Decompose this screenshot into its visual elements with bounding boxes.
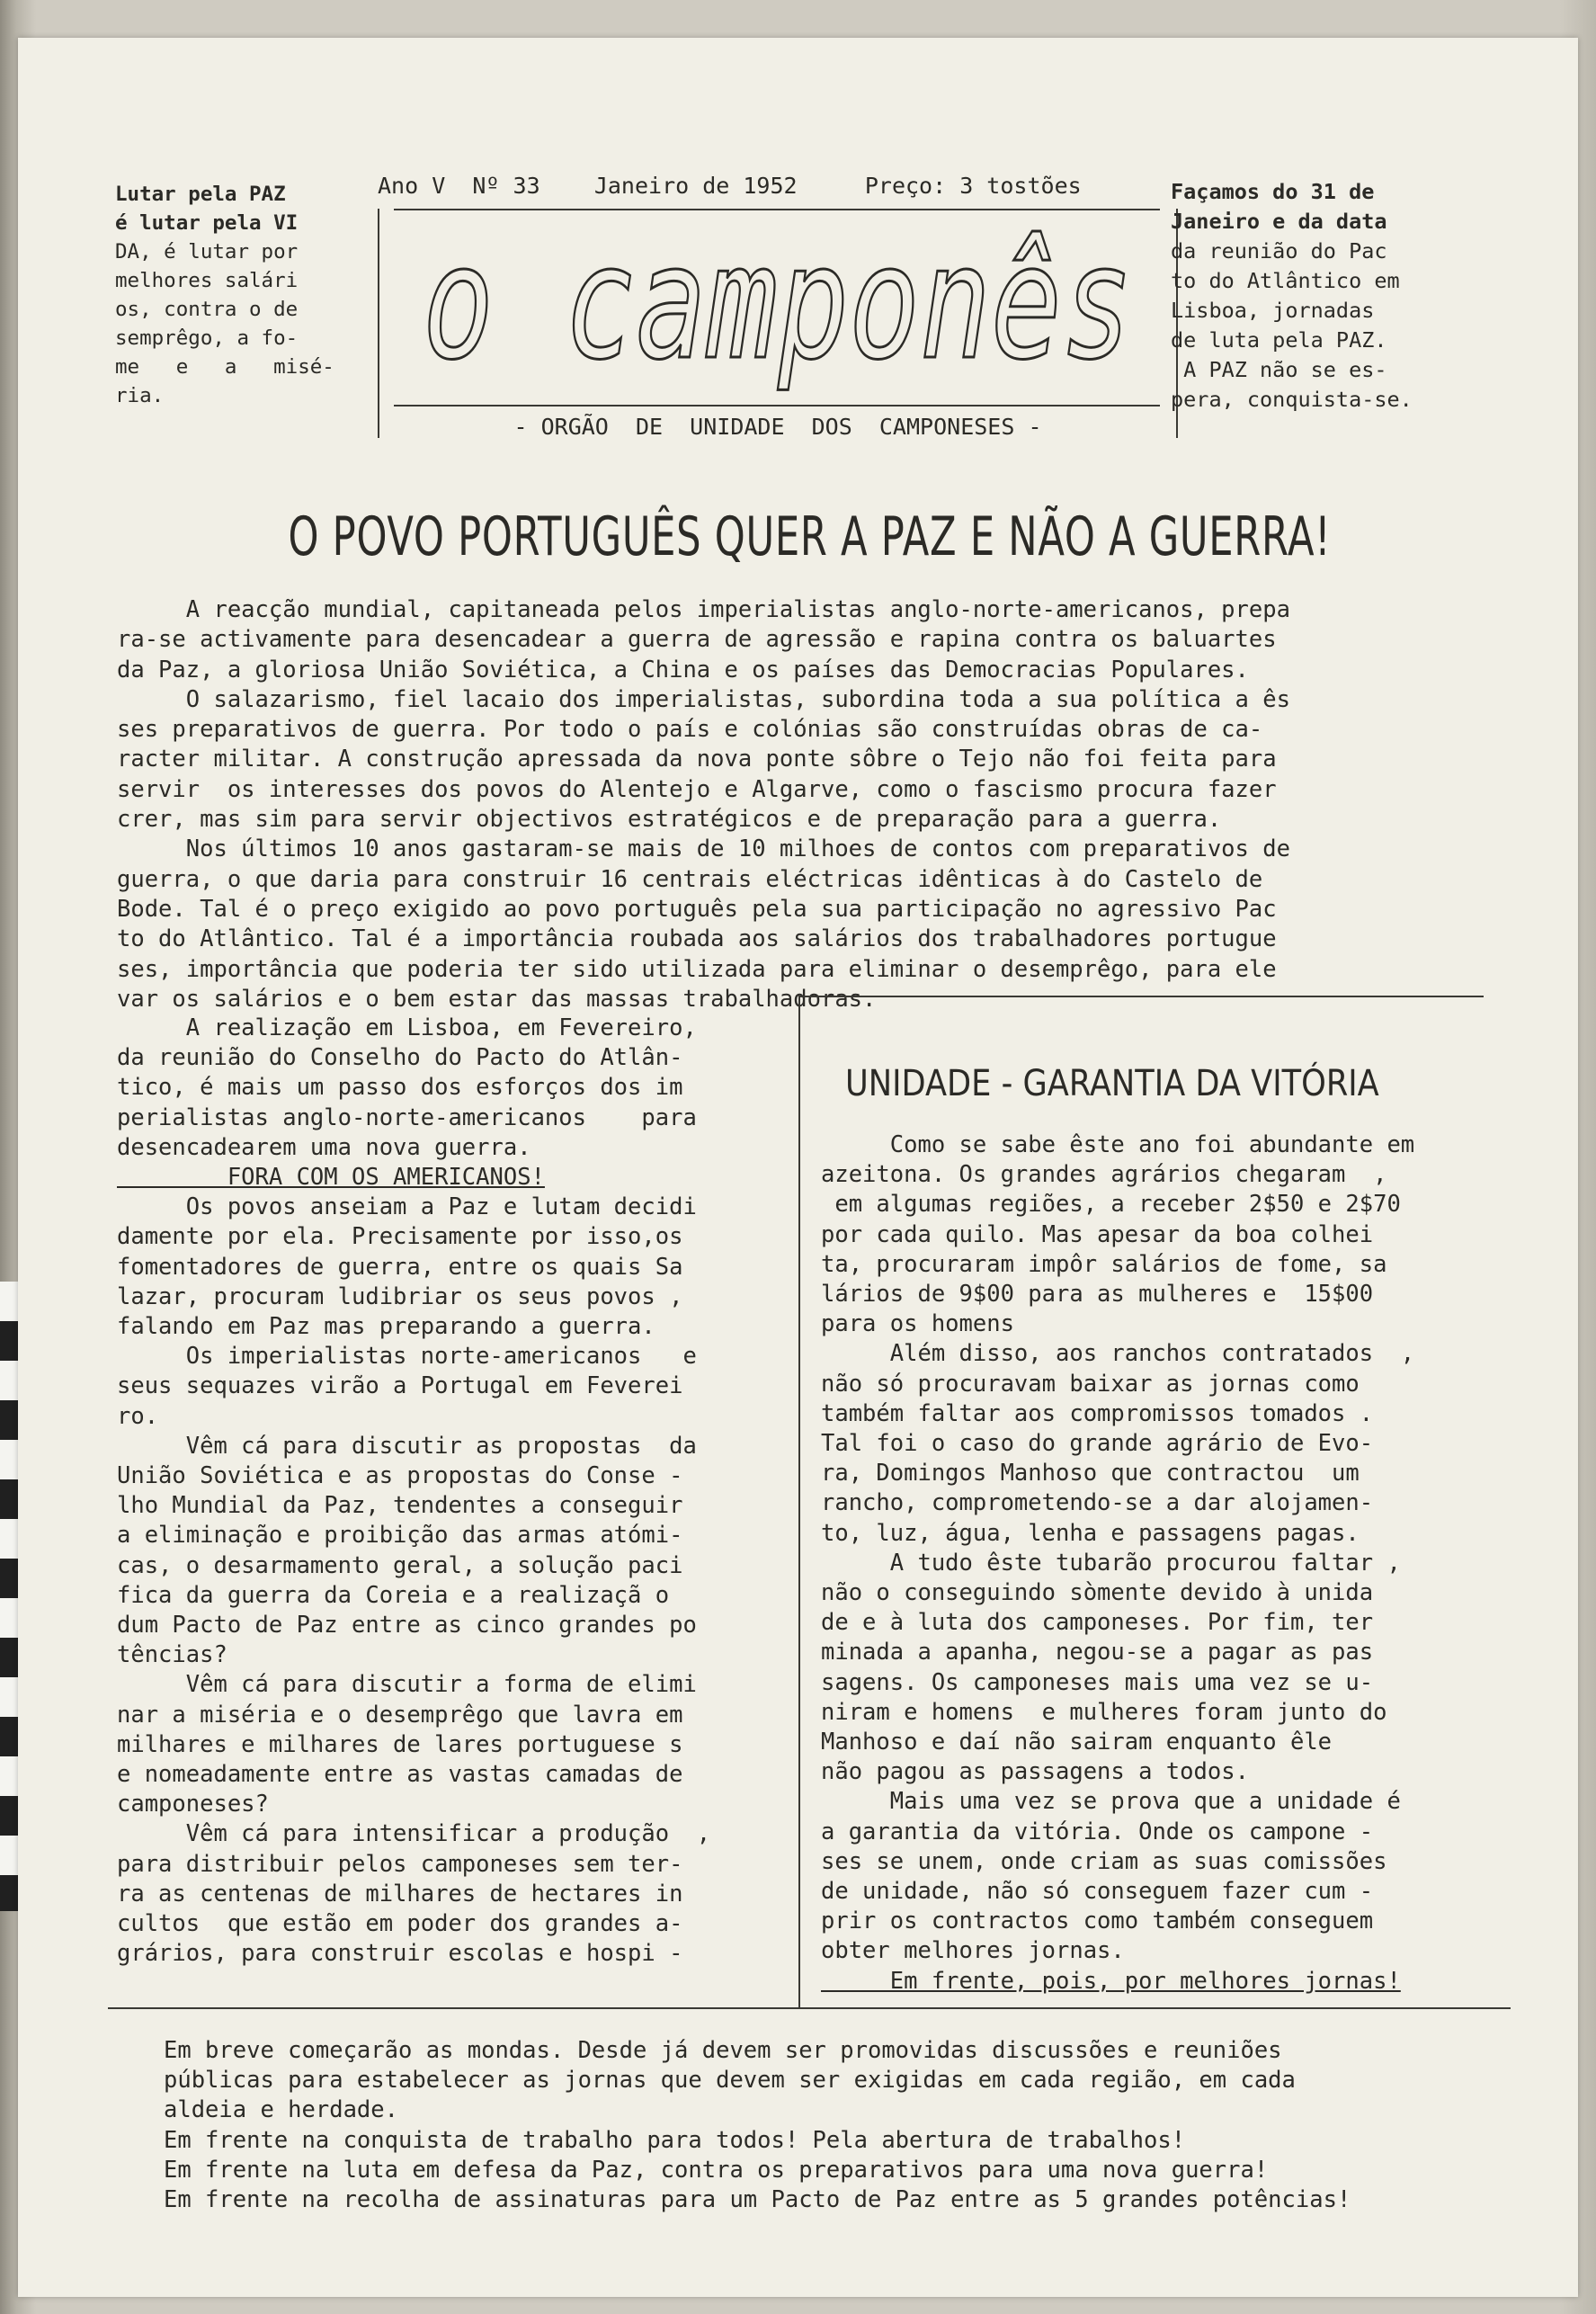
article-intro (117, 595, 1484, 1014)
article-line: tico, é mais um passo dos esforços dos im (117, 1074, 683, 1102)
article-line: damente por ela. Precisamente por isso,os (117, 1223, 683, 1251)
box-line: para os homens (821, 1310, 1014, 1338)
side-left-line: me e a misé- (115, 355, 334, 379)
article-line: A reacção mundial, capitaneada pelos imperialistas anglo-norte-americanos, prepa (117, 596, 1290, 623)
masthead-issue-line: Ano V Nº 33 Janeiro de 1952 Preço: 3 tostões (378, 173, 1082, 199)
article-line: Nos últimos 10 anos gastaram-se mais de 10 milhoes de contos com preparativos de (117, 835, 1290, 863)
article-line: O salazarismo, fiel lacaio dos imperialistas, subordina toda a sua política a ês (117, 685, 1290, 713)
side-left-line: melhores salári (115, 269, 299, 292)
article-line: racter militar. A construção apressada da nova ponte sôbre o Tejo não foi feita para (117, 746, 1277, 773)
side-left-line: os, contra o de (115, 298, 299, 321)
box-line: ra, Domingos Manhoso que contractou um (821, 1460, 1360, 1488)
footer-divider (108, 2007, 1511, 2009)
article-line: Os imperialistas norte-americanos e (117, 1343, 697, 1371)
article-line: e nomeadamente entre as vastas camadas de (117, 1761, 683, 1789)
side-right-line: pera, conquista-se. (1171, 387, 1413, 412)
article-line: var os salários e o bem estar das massas trabalhadoras. (117, 985, 877, 1013)
article-line: da Paz, a gloriosa União Soviética, a China e os países das Democracias Populares. (117, 656, 1249, 683)
box-line: ta, procuraram impôr salários de fome, sa (821, 1250, 1387, 1278)
box-line: prir os contractos como também conseguem (821, 1907, 1374, 1935)
article-line: ses preparativos de guerra. Por todo o país e colónias são construídas obras de ca- (117, 716, 1263, 744)
footer-line: Em frente na luta em defesa da Paz, contra os preparativos para uma nova guerra! (164, 2156, 1269, 2184)
masthead-left-rule (378, 209, 379, 438)
box-line: Além disso, aos ranchos contratados , (821, 1340, 1415, 1368)
masthead (378, 173, 1178, 438)
box-line: de unidade, não só conseguem fazer cum - (821, 1878, 1374, 1906)
box-line: A tudo êste tubarão procurou faltar , (821, 1549, 1401, 1577)
box-line: Mais uma vez se prova que a unidade é (821, 1788, 1401, 1816)
box-line: Tal foi o caso do grande agrário de Evo- (821, 1430, 1374, 1458)
article-line: ses, importância que poderia ter sido utilizada para eliminar o desemprêgo, para ele (117, 955, 1277, 983)
box-line: a garantia da vitória. Onde os campone - (821, 1818, 1374, 1845)
masthead-logo (414, 222, 1142, 393)
footer-line: Em frente na conquista de trabalho para todos! Pela abertura de trabalhos! (164, 2126, 1186, 2154)
article-line: Os povos anseiam a Paz e lutam decidi (117, 1193, 697, 1221)
article-line: camponeses? (117, 1791, 269, 1818)
footer-line: Em frente na recolha de assinaturas para um Pacto de Paz entre as 5 grandes potências! (164, 2186, 1351, 2214)
article-line: Bode. Tal é o preço exigido ao povo português pela sua participação no agressivo Pac (117, 895, 1277, 923)
box-line: também faltar aos compromissos tomados . (821, 1399, 1374, 1427)
article-line: a eliminação e proibição das armas atómi- (117, 1522, 683, 1550)
article-subheading: FORA COM OS AMERICANOS! (117, 1164, 545, 1192)
box-article (821, 1130, 1486, 1997)
box-line: não o conseguindo sòmente devido à unida (821, 1579, 1374, 1607)
scan-ruler (0, 1282, 20, 1911)
box-closing-line: Em frente, pois, por melhores jornas! (821, 1967, 1401, 1995)
article-line: cultos que estão em poder dos grandes a- (117, 1910, 683, 1938)
side-right-line: Janeiro e da data (1171, 209, 1387, 234)
box-line: sagens. Os camponeses mais uma vez se u- (821, 1668, 1374, 1696)
article-line: fomentadores de guerra, entre os quais Sa (117, 1253, 683, 1281)
masthead-subtitle: - ORGÃO DE UNIDADE DOS CAMPONESES - (513, 414, 1042, 440)
box-line: em algumas regiões, a receber 2$50 e 2$70 (821, 1191, 1401, 1219)
side-right-line: Lisboa, jornadas (1171, 298, 1375, 323)
article-line: Vêm cá para discutir as propostas da (117, 1432, 697, 1460)
side-left-line: é lutar pela VI (115, 211, 299, 235)
box-line: to, luz, água, lenha e passagens pagas. (821, 1519, 1360, 1547)
side-right-line: A PAZ não se es- (1171, 357, 1387, 382)
article-line: cas, o desarmamento geral, a solução paci (117, 1551, 683, 1579)
main-headline: O POVO PORTUGUÊS QUER A PAZ E NÃO A GUERRA! (288, 505, 1332, 568)
side-left-line: DA, é lutar por (115, 240, 299, 264)
article-line: A realização em Lisboa, em Fevereiro, (117, 1014, 697, 1041)
masthead-logo-text: o camponês (423, 222, 1133, 393)
side-left-line: semprêgo, a fo- (115, 326, 299, 350)
article-line: lazar, procuram ludibriar os seus povos , (117, 1282, 683, 1310)
article-line: da reunião do Conselho do Pacto do Atlân- (117, 1044, 683, 1072)
article-line: seus sequazes virão a Portugal em Feverei (117, 1372, 683, 1400)
article-line: Vêm cá para discutir a forma de elimi (117, 1671, 697, 1699)
article-line: tências? (117, 1641, 227, 1669)
footer-appeal (164, 2036, 1530, 2215)
box-line: obter melhores jornas. (821, 1937, 1125, 1965)
box-line: não só procuravam baixar as jornas como (821, 1370, 1360, 1398)
side-left-line: Lutar pela PAZ (115, 183, 286, 206)
side-slogan-right (1171, 177, 1476, 415)
side-right-line: de luta pela PAZ. (1171, 327, 1387, 353)
side-slogan-left (115, 180, 385, 410)
box-line: ses se unem, onde criam as suas comissões (821, 1847, 1387, 1875)
newspaper-page (18, 38, 1578, 2297)
box-line: Como se sabe êste ano foi abundante em (821, 1131, 1415, 1158)
box-line: rancho, comprometendo-se a dar alojamen- (821, 1489, 1374, 1517)
box-line: minada a apanha, negou-se a pagar as pas (821, 1639, 1374, 1666)
article-line: dum Pacto de Paz entre as cinco grandes po (117, 1612, 697, 1639)
masthead-top-rule (394, 209, 1160, 210)
footer-line: Em breve começarão as mondas. Desde já devem ser promovidas discussões e reuniões (164, 2037, 1282, 2064)
article-line: lho Mundial da Paz, tendentes a conseguir (117, 1492, 683, 1520)
side-right-line: Façamos do 31 de (1171, 179, 1375, 204)
side-right-line: da reunião do Pac (1171, 238, 1387, 264)
box-line: por cada quilo. Mas apesar da boa colhei (821, 1220, 1374, 1248)
article-line: servir os interesses dos povos do Alentejo e Algarve, como o fascismo procura fazer (117, 775, 1277, 803)
article-line: guerra, o que daria para construir 16 centrais eléctricas idênticas à do Castelo de (117, 865, 1263, 893)
box-line: niram e homens e mulheres foram junto do (821, 1698, 1387, 1726)
footer-line: públicas para estabelecer as jornas que devem ser exigidas em cada região, em cada (164, 2067, 1296, 2095)
article-line: desencadearem uma nova guerra. (117, 1133, 531, 1161)
article-line: ra as centenas de milhares de hectares in (117, 1880, 683, 1907)
footer-line: aldeia e herdade. (164, 2096, 398, 2124)
side-left-line: ria. (115, 384, 165, 407)
article-line: Vêm cá para intensificar a produção , (117, 1820, 711, 1848)
box-line: Manhoso e daí não sairam enquanto êle (821, 1729, 1333, 1756)
box-line: de e à luta dos camponeses. Por fim, ter (821, 1609, 1374, 1637)
article-line: fica da guerra da Coreia e a realizaçã o (117, 1581, 670, 1609)
side-right-line: to do Atlântico em (1171, 268, 1400, 293)
article-line: crer, mas sim para servir objectivos estratégicos e de preparação para a guerra. (117, 806, 1222, 834)
article-line: para distribuir pelos camponeses sem ter- (117, 1850, 683, 1878)
box-line: azeitona. Os grandes agrários chegaram , (821, 1161, 1387, 1189)
article-line: União Soviética e as propostas do Conse - (117, 1462, 683, 1490)
article-left-column (117, 1014, 800, 1970)
article-line: to do Atlântico. Tal é a importância roubada aos salários dos trabalhadores portugue (117, 925, 1277, 953)
article-line: ro. (117, 1402, 159, 1430)
article-line: perialistas anglo-norte-americanos para (117, 1103, 697, 1131)
article-line: milhares e milhares de lares portuguese s (117, 1730, 683, 1758)
box-line: não pagou as passagens a todos. (821, 1758, 1249, 1786)
article-line: falando em Paz mas preparando a guerra. (117, 1313, 655, 1341)
box-line: lários de 9$00 para as mulheres e 15$00 (821, 1281, 1374, 1309)
article-line: ra-se activamente para desencadear a guerra de agressão e rapina contra os baluartes (117, 626, 1277, 654)
article-line: grários, para construir escolas e hospi - (117, 1940, 683, 1968)
box-title: UNIDADE - GARANTIA DA VITÓRIA (845, 1063, 1379, 1104)
masthead-bottom-rule (394, 405, 1160, 407)
article-line: nar a miséria e o desemprêgo que lavra em (117, 1701, 683, 1729)
